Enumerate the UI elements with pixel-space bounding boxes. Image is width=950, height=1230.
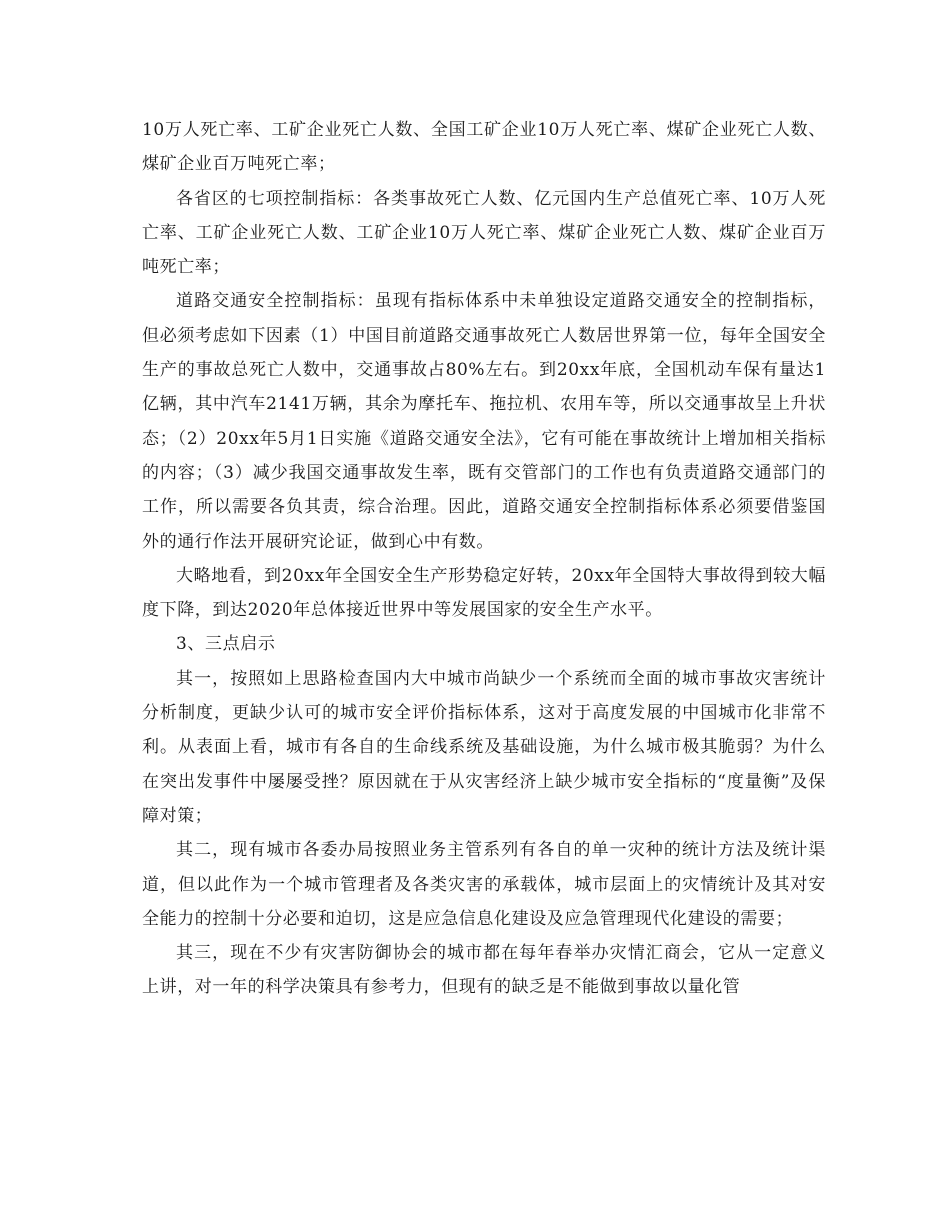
paragraph-third-insight: 其三，现在不少有灾害防御协会的城市都在每年春举办灾情汇商会，它从一定意义上讲，对一年的科学决策具有参考力，但现有的缺乏是不能做到事故以量化管: [142, 943, 826, 998]
paragraph-first-insight: 其一，按照如上思路检查国内大中城市尚缺少一个系统而全面的城市事故灾害统计分析制度，更缺少认可的城市安全评价指标体系，这对于高度发展的中国城市化非常不利。从表面上看，城市有各自的生命线系统及基础设施，为什么城市极其脆弱？为什么在突出发事件中屡屡受挫？原因就在于从灾害经济上缺少城市安全指标的“度量衡”及保障对策；: [142, 668, 826, 826]
paragraph-second-insight: 其二，现有城市各委办局按照业务主管系列有各自的单一灾种的统计方法及统计渠道，但以此作为一个城市管理者及各类灾害的承载体，城市层面上的灾情统计及其对安全能力的控制十分必要和迫切，这是应急信息化建设及应急管理现代化建设的需要；: [142, 840, 826, 929]
paragraph-provincial-indicators: 各省区的七项控制指标：各类事故死亡人数、亿元国内生产总值死亡率、10万人死亡率、工矿企业死亡人数、工矿企业10万人死亡率、煤矿企业死亡人数、煤矿企业百万吨死亡率；: [142, 188, 826, 278]
document-body: [142, 113, 826, 1005]
paragraph-outlook: 大略地看，到20xx年全国安全生产形势稳定好转，20xx年全国特大事故得到较大幅度下降，到达2020年总体接近世界中等发展国家的安全生产水平。: [142, 565, 826, 621]
paragraph-road-traffic: 道路交通安全控制指标：虽现有指标体系中未单独设定道路交通安全的控制指标，但必须考虑如下因素（1）中国目前道路交通事故死亡人数居世界第一位，每年全国安全生产的事故总死亡人数中，交通事故占80%左右。到20xx年底，全国机动车保有量达1亿辆，其中汽车2141万辆，其余为摩托车、拖拉机、农用车等，所以交通事故呈上升状态；（2）20xx年5月1日实施《道路交通安全法》，它有可能在事故统计上增加相关指标的内容；（3）减少我国交通事故发生率，既有交管部门的工作也有负责道路交通部门的工作，所以需要各负其责，综合治理。因此，道路交通安全控制指标体系必须要借鉴国外的通行作法开展研究论证，做到心中有数。: [142, 291, 826, 552]
section-heading: 3、三点启示: [176, 634, 276, 655]
paragraph-continuation: 10万人死亡率、工矿企业死亡人数、全国工矿企业10万人死亡率、煤矿企业死亡人数、煤矿企业百万吨死亡率；: [142, 120, 826, 175]
